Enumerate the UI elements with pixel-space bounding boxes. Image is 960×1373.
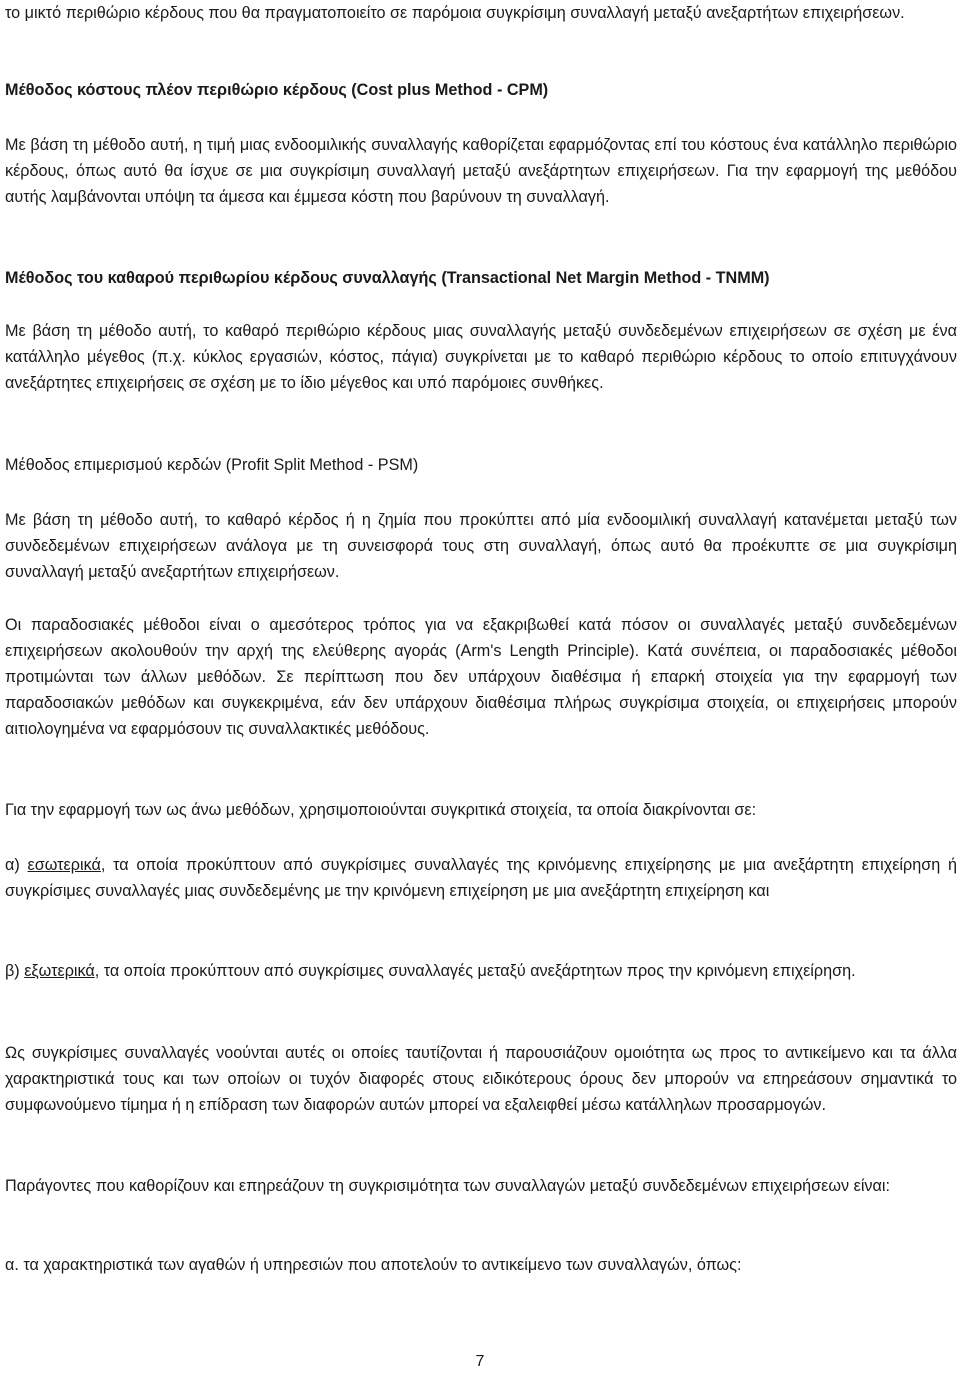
comparative-data-intro: Για την εφαρμογή των ως άνω μεθόδων, χρησιμοποιούνται συγκριτικά στοιχεία, τα οποία διακρίνονται σε: (5, 801, 757, 819)
external-data-item (5, 958, 856, 984)
internal-term: εσωτερικά (27, 856, 101, 874)
item-prefix: β) (5, 962, 25, 980)
page-number: 7 (475, 1353, 485, 1370)
internal-data-item (5, 852, 957, 904)
external-term: εξωτερικά (24, 962, 95, 980)
intro-paragraph: το μικτό περιθώριο κέρδους που θα πραγματοποιείτο σε παρόμοια συγκρίσιμη συναλλαγή μεταξύ ανεξαρτήτων επιχειρήσεων. (5, 4, 905, 22)
cpm-paragraph: Με βάση τη μέθοδο αυτή, η τιμή μιας ενδοομιλικής συναλλαγής καθορίζεται εφαρμόζοντας επί του κόστους ένα κατάλληλο περιθώριο κέρδους, όπως αυτό θα ίσχυε σε μια συγκρίσιμη συναλλαγή μεταξύ ανεξάρτητων επιχειρήσεων. Για την εφαρμογή της μεθόδου αυτής λαμβάνονται υπόψη τα άμεσα και έμμεσα κόστη που βαρύνουν τη συναλλαγή. (5, 136, 957, 206)
psm-paragraph: Με βάση τη μέθοδο αυτή, το καθαρό κέρδος ή η ζημία που προκύπτει από μία ενδοομιλική συναλλαγή κατανέμεται μεταξύ των συνδεδεμένων επιχειρήσεων ανάλογα με τη συνεισφορά τους στη συναλλαγή, όπως αυτό θα προέκυπτε σε μια συγκρίσιμη συναλλαγή μεταξύ ανεξαρτήτων επιχειρήσεων. (5, 511, 957, 581)
tnmm-heading: Μέθοδος του καθαρού περιθωρίου κέρδους συναλλαγής (Transactional Net Margin Method - TNMM) (5, 269, 770, 287)
cpm-heading: Μέθοδος κόστους πλέον περιθώριο κέρδους (Cost plus Method - CPM) (5, 81, 549, 99)
traditional-methods-paragraph: Οι παραδοσιακές μέθοδοι είναι ο αμεσότερος τρόπος για να εξακριβωθεί κατά πόσον οι συναλλαγές μεταξύ συνδεδεμένων επιχειρήσεων ακολουθούν την αρχή της ελεύθερης αγοράς (Arm's Length Principle). Κατά συνέπεια, οι παραδοσιακές μέθοδοι προτιμώνται των άλλων μεθόδων. Σε περίπτωση που δεν υπάρχουν διαθέσιμα ή επαρκή στοιχεία για την εφαρμογή των παραδοσιακών μεθόδων και συγκεκριμένα, εάν δεν υπάρχουν διαθέσιμα πλήρως συγκρίσιμα στοιχεία, οι επιχειρήσεις μπορούν αιτιολογημένα να εφαρμόσουν τις συναλλακτικές μεθόδους. (5, 616, 957, 738)
factor-a-item: α. τα χαρακτηριστικά των αγαθών ή υπηρεσιών που αποτελούν το αντικείμενο των συναλλαγών, όπως: (5, 1256, 742, 1274)
tnmm-paragraph: Με βάση τη μέθοδο αυτή, το καθαρό περιθώριο κέρδους μιας συναλλαγής μεταξύ συνδεδεμένων επιχειρήσεων σε σχέση με ένα κατάλληλο μέγεθος (π.χ. κύκλος εργασιών, κόστος, πάγια) συγκρίνεται με το καθαρό περιθώριο κέρδους το οποίο επιτυγχάνουν ανεξάρτητες επιχειρήσεις σε σχέση με το ίδιο μέγεθος και υπό παρόμοιες συνθήκες. (5, 322, 957, 392)
item-prefix: α) (5, 856, 28, 874)
psm-heading: Μέθοδος επιμερισμού κερδών (Profit Split Method - PSM) (5, 456, 419, 474)
item-text: , τα οποία προκύπτουν από συγκρίσιμες συναλλαγές της κρινόμενης επιχείρησης με μια ανεξάρτητη επιχείρηση ή συγκρίσιμες συναλλαγές μιας συνδεδεμένης με την κρινόμενη επιχείρηση με μια ανεξάρτητη επιχείρηση και (5, 856, 958, 900)
item-text: , τα οποία προκύπτουν από συγκρίσιμες συναλλαγές μεταξύ ανεξάρτητων προς την κρινόμενη επιχείρηση. (94, 962, 856, 980)
comparable-transactions-paragraph: Ως συγκρίσιμες συναλλαγές νοούνται αυτές οι οποίες ταυτίζονται ή παρουσιάζουν ομοιότητα ως προς το αντικείμενο και τα άλλα χαρακτηριστικά τους και των οποίων οι τυχόν διαφορές στους ειδικότερους όρους δεν μπορούν να επηρεάσουν σημαντικά το συμφωνούμενο τίμημα ή η επίδραση των διαφορών αυτών μπορεί να εξαλειφθεί μέσω κατάλληλων προσαρμογών. (5, 1044, 957, 1114)
comparability-factors-paragraph: Παράγοντες που καθορίζουν και επηρεάζουν τη συγκρισιμότητα των συναλλαγών μεταξύ συνδεδεμένων επιχειρήσεων είναι: (5, 1177, 890, 1195)
